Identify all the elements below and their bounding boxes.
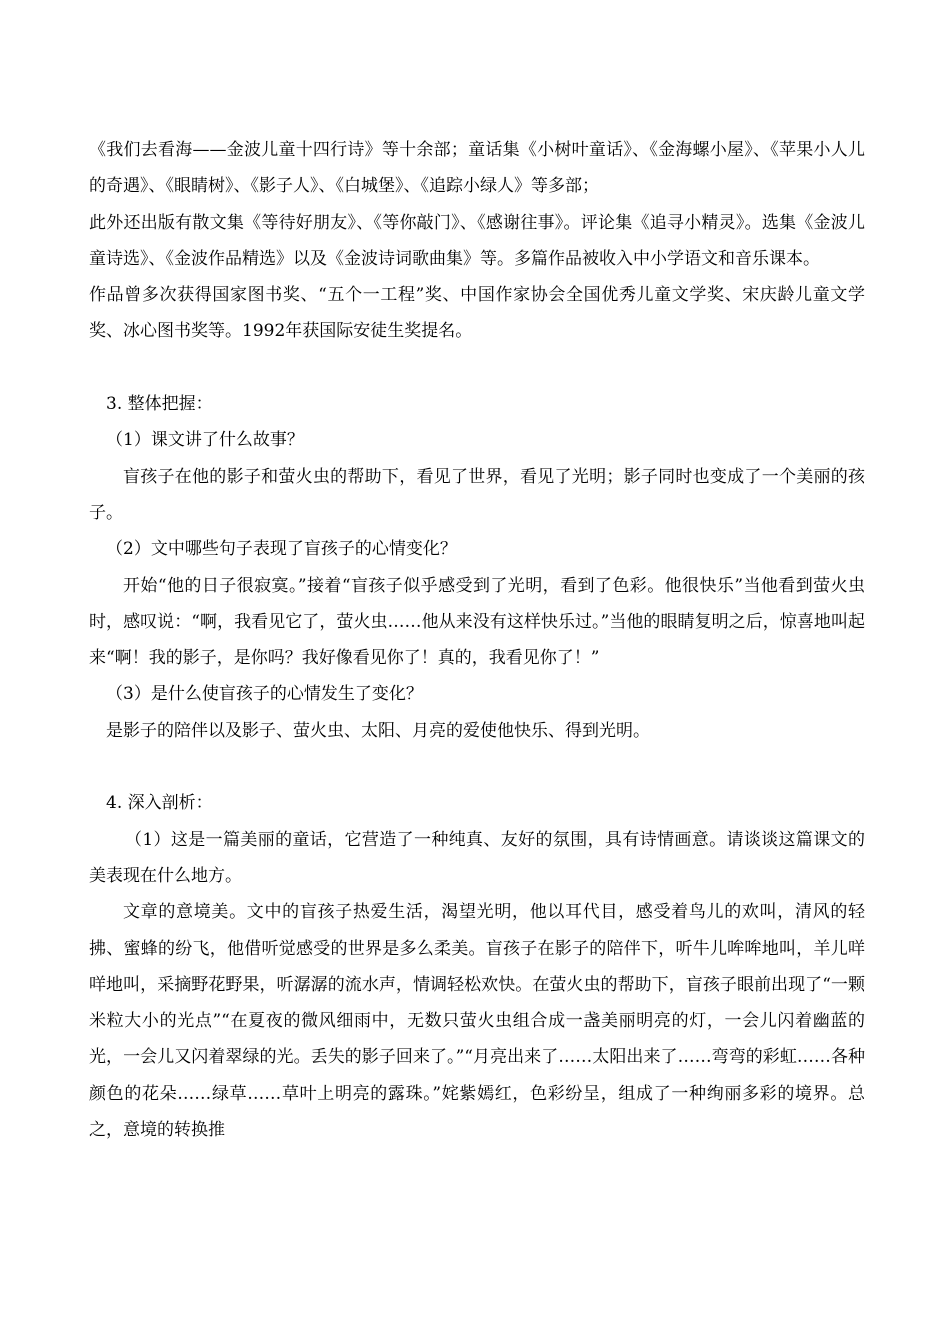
prose-collections-paragraph: 此外还出版有散文集《等待好朋友》、《等你敲门》、《感谢往事》。评论集《追寻小精灵》。选集《金波儿童诗选》、《金波作品精选》以及《金波诗词歌曲集》等。多篇作品被收入中小学语文和音乐课本。 [89, 212, 865, 269]
section-3-answer-3: 是影子的陪伴以及影子、萤火虫、太阳、月亮的爱使他快乐、得到光明。 [106, 720, 650, 741]
page-content [89, 132, 865, 1148]
spacer [89, 749, 865, 785]
section-4-heading: 4. 深入剖析： [106, 793, 213, 814]
awards-paragraph: 作品曾多次获得国家图书奖、“五个一工程”奖、中国作家协会全国优秀儿童文学奖、宋庆龄儿童文学奖、冰心图书奖等。1992年获国际安徒生奖提名。 [89, 285, 865, 342]
section-4-answer-1: 文章的意境美。文中的盲孩子热爱生活，渴望光明，他以耳代目，感受着鸟儿的欢叫，清风的轻拂、蜜蜂的纷飞，他借听觉感受的世界是多么柔美。盲孩子在影子的陪伴下，听牛儿哞哞地叫，羊儿咩咩地叫，采摘野花野果，听潺潺的流水声，情调轻松欢快。在萤火虫的帮助下，盲孩子眼前出现了“一颗米粒大小的光点”“在夏夜的微风细雨中，无数只萤火虫组合成一盏美丽明亮的灯，一会儿闪着幽蓝的光，一会儿又闪着翠绿的光。丢失的影子回来了。”“月亮出来了……太阳出来了……弯弯的彩虹……各种颜色的花朵……绿草……草叶上明亮的露珠。”姹紫嫣红，色彩纷呈，组成了一种绚丽多彩的境界。总之，意境的转换推 [89, 902, 865, 1141]
section-3-question-1: （1）课文讲了什么故事？ [106, 430, 304, 451]
section-4-question-1: （1）这是一篇美丽的童话，它营造了一种纯真、友好的氛围，具有诗情画意。请谈谈这篇课文的美表现在什么地方。 [89, 829, 865, 886]
section-3-heading: 3. 整体把握： [106, 394, 213, 415]
section-3-answer-1: 盲孩子在他的影子和萤火虫的帮助下，看见了世界，看见了光明；影子同时也变成了一个美丽的孩子。 [89, 466, 865, 523]
works-list-paragraph: 《我们去看海——金波儿童十四行诗》等十余部；童话集《小树叶童话》、《金海螺小屋》、《苹果小人儿的奇遇》、《眼睛树》、《影子人》、《白城堡》、《追踪小绿人》等多部； [89, 140, 865, 197]
section-3-question-3: （3）是什么使盲孩子的心情发生了变化？ [106, 684, 423, 705]
section-3-answer-2: 开始“他的日子很寂寞。”接着“盲孩子似乎感受到了光明，看到了色彩。他很快乐”当他看到萤火虫时，感叹说：“啊，我看见它了，萤火虫……他从来没有这样快乐过。”当他的眼睛复明之后，惊喜地叫起来“啊！我的影子，是你吗？我好像看见你了！真的，我看见你了！” [89, 575, 865, 669]
section-3-question-2: （2）文中哪些句子表现了盲孩子的心情变化？ [106, 539, 457, 560]
spacer [89, 350, 865, 386]
